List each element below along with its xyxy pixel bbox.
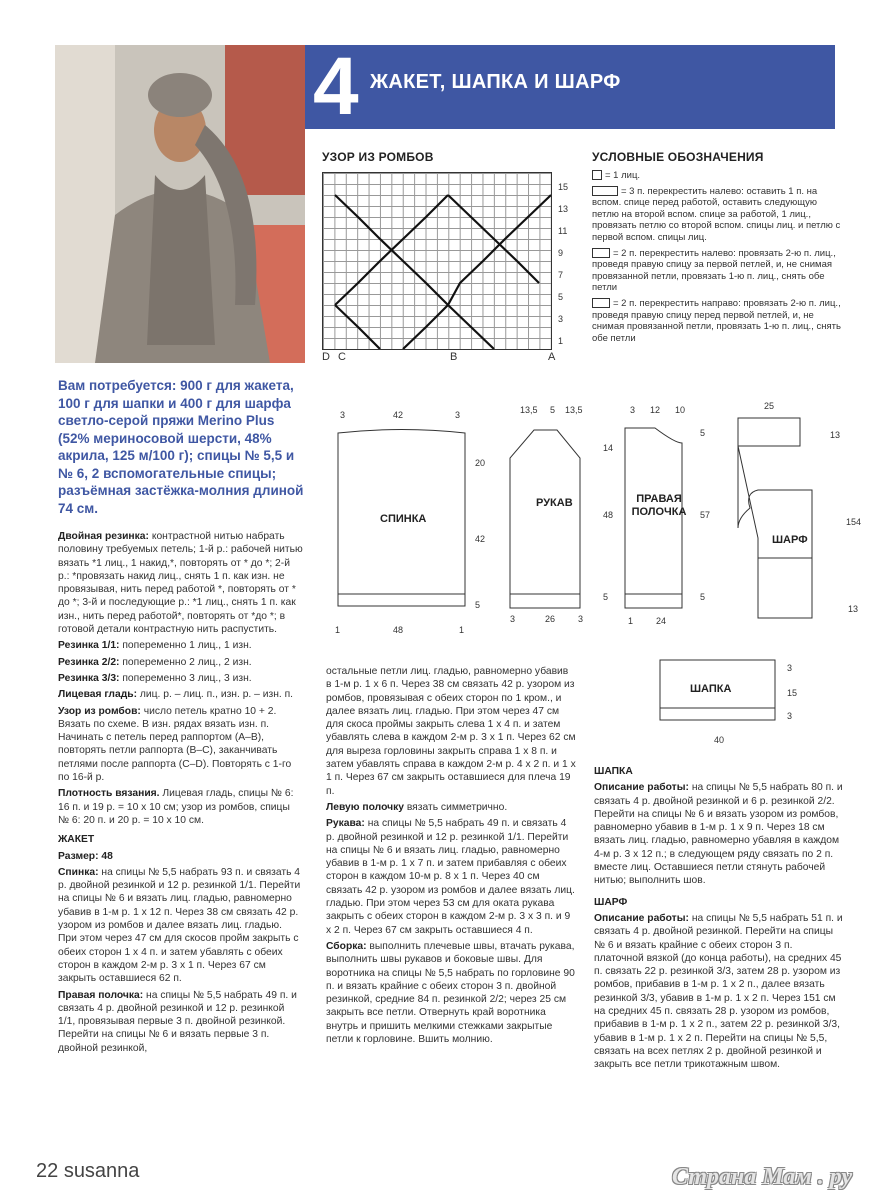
dim: 1 <box>628 616 634 626</box>
dim: 48 <box>393 625 404 635</box>
cross-3-left-symbol-icon <box>592 186 618 196</box>
dim: 10 <box>675 405 686 415</box>
dim: 5 <box>550 405 556 415</box>
cross-2-left-symbol-icon <box>592 248 610 258</box>
dim: 20 <box>475 458 486 468</box>
dim: 26 <box>545 614 556 624</box>
column-3: ШАПКА Описание работы: на спицы № 5,5 набрать 80 п. и связать 4 р. двойной резинкой и 6 р. резинкой 2/2. Перейти на спицы № 6 и вязать узором из ромбов, равномерно убавив в 1-м р. 1 х 9 п. Через 18 см вязать лиц. гладью, равномерно убавляя в каждом 4-м р. 3 х 12 п.; в следующем ряду связать по 2 п. вместе лиц. Оставшиеся петли стянуть рабочей нитью; выполнить шов. ШАРФ Описание работы: на спицы № 5,5 набрать 51 п. и связать 4 р. двойной резинкой. Перейти на спицы № 6 и вязать крайние с обеих сторон 3 п. платочной вязкой (до конца работы), на средних 45 п. связать 22 р. резинкой 3/3, затем 28 р. узором из ромбов, прибавив в 1-м р. 1 х 2 п., далее вязать резинкой 3/3, убавив в 1-м р. 1 х 2 п. Через 151 см на средних 45 п. связать 28 р. узором из ромбов, прибавив в 1-м р. 1 х 2 п., затем 22 р. резинкой 3/3, убавив в 1-м р. 1 х 2 п. Перейти на спицы № 5,5, связать на всех петлях 2 р. двойной резинкой и закрыть все петли трикотажным швом. <box>594 766 843 1071</box>
dim: 13,5 <box>565 405 583 415</box>
dim: 40 <box>714 735 725 745</box>
dim: 3 <box>787 663 793 673</box>
materials-block: Вам потребуется: 900 г для жакета, 100 г для шапки и 400 г для шарфа светло-серой пряжи Merino Plus (52% мериносовой шерсти, 48% акрила, 125 м/100 г); спицы № 5,5 и № 6, 2 вспомогательные спицы; разъёмная застёжка-молния длиной 74 см. <box>58 378 304 516</box>
chart-label-b: B <box>450 351 458 363</box>
hat-label: ШАПКА <box>690 683 732 695</box>
pattern-schematics <box>320 398 860 778</box>
chart-title: УЗОР ИЗ РОМБОВ <box>322 150 434 164</box>
row-number: 5 <box>558 292 564 302</box>
column-2: остальные петли лиц. гладью, равномерно убавив в 1-м р. 1 х 6 п. Через 38 см связать 42 р. узором из ромбов, провязывая с обеих сторон по 1 кром., и далее вязать лиц. гладью. При этом через 47 см для скоса проймы закрыть слева 1 х 4 п. и затем убавлять слева в каждом 2-м р. 3 х 1 п. Через 62 см для выреза горловины закрыть справа 1 х 8 п. и затем убавлять справа в каждом 2-м р. 4 х 2 п. и 1 х 1 п. Через 67 см закрыть оставшиеся для плеча 19 п. Левую полочку вязать симметрично. Рукава: на спицы № 5,5 набрать 49 п. и связать 4 р. двойной резинкой и 12 р. резинкой 1/1. Перейти на спицы № 6 и вязать лиц. гладью, равномерно убавив в 1-м р. 1 х 7 п. и затем прибавляя с обеих сторон в каждом 10-м р. 8 х 1 п. Через 40 см связать 42 р. узором из ромбов и далее вязать лиц. гладью. При этом через 53 см для оката рукава закрыть с обеих сторон в каждом 2-м р. 3 х 3 п. и 9 х 2 п. Через 67 см закрыть оставшиеся 4 п. Сборка: выполнить плечевые швы, втачать рукава, выполнить швы рукавов и боковые швы. Для воротника на спицы № 5,5 набрать по горловине 90 п. и вязать крайние с обеих сторон 3 п. двойной резинкой, средние 84 п. резинкой 2/2; через 25 см закрыть все петли. Отвернуть край воротника внутрь и пришить мелкими стежками закрытые петли к горловине. Вшить молнию. <box>326 666 576 1046</box>
row-number: 3 <box>558 314 564 324</box>
dim: 24 <box>656 616 667 626</box>
legend-title: УСЛОВНЫЕ ОБОЗНАЧЕНИЯ <box>592 150 764 164</box>
dim: 42 <box>393 410 404 420</box>
dim: 154 <box>846 517 862 527</box>
dim: 42 <box>475 534 486 544</box>
dim: 12 <box>650 405 661 415</box>
row-number: 1 <box>558 336 564 346</box>
legend-item: = 3 п. перекрестить налево: оставить 1 п. на вспом. спице перед работой, оставить следующую петлю на второй вспом. спице за работой, 1 лиц., провязать петлю со второй вспом. спицы лиц. и петлю с первой вспом. спицы лиц. <box>592 185 841 243</box>
dim: 3 <box>340 410 346 420</box>
knit-symbol-icon <box>592 170 602 180</box>
dim: 13 <box>848 604 859 614</box>
dim: 3 <box>787 711 793 721</box>
dim: 13,5 <box>520 405 538 415</box>
diamond-chart <box>322 172 552 350</box>
dim: 5 <box>603 592 609 602</box>
scarf-top-shape <box>738 418 800 446</box>
legend-item: = 1 лиц. <box>592 170 842 182</box>
dim: 25 <box>764 401 775 411</box>
legend-item: = 2 п. перекрестить налево: провязать 2-ю п. лиц., проведя правую спицу за первой петлей, и, не снимая провязанной петли, провязать 1-ю п. лиц., снять обе петли <box>592 247 836 294</box>
sleeve-shape <box>510 430 580 608</box>
chart-label-d: D <box>322 351 330 363</box>
scarf-body-shape <box>738 446 812 618</box>
pattern-number: 4 <box>313 41 359 132</box>
dim: 57 <box>700 510 711 520</box>
dim: 1 <box>459 625 465 635</box>
dim: 48 <box>603 510 614 520</box>
page-footer <box>36 1160 139 1183</box>
dim: 1 <box>335 625 341 635</box>
column-1: Двойная резинка: контрастной нитью набрать половину требуемых петель; 1-й р.: рабочей нитью вязать *1 лиц., 1 накид,*, повторять от * до *; 2-й р.: *провязать накид лиц., снять 1 п. как изн. не провязывая, нить перед работой *, повторять от * до *; 3-й и последующие р.: *1 лиц., снять 1 п. как изн., нить перед работой*, повторять от *до *; в готовой детали контрастную нить распустить. Резинка 1/1: попеременно 1 лиц., 1 изн. Резинка 2/2: попеременно 2 лиц., 2 изн. Резинка 3/3: попеременно 3 лиц., 3 изн. Лицевая гладь: лиц. р. – лиц. п., изн. р. – изн. п. Узор из ромбов: число петель кратно 10 + 2. Вязать по схеме. В изн. рядах вязать изн. п. Начинать с петель перед раппортом (A–B), повторять петли раппорта (B–C), заканчивать петлями после раппорта (C–D). Повторять с 1-го по 16-й р. Плотность вязания. Лицевая гладь, спицы № 6: 16 п. и 19 р. = 10 х 10 см; узор из ромбов, спицы № 6: 20 п. и 20 р. = 10 х 10 см. ЖАКЕТ Размер: 48 Спинка: на спицы № 5,5 набрать 93 п. и связать 4 р. двойной резинкой и 12 р. резинкой 1/1. Перейти на спицы № 6 и вязать лиц. гладью, равномерно убавив в 1-м р. 1 х 12 п. Через 38 см связать 42 р. узором из ромбов и далее вязать лиц. гладью. При этом через 47 см для скосов пройм закрыть с обеих сторон 1 х 4 п. и затем убавлять с обеих сторон в каждом 2-м р. 3 х 1 п. Через 67 см закрыть оставшиеся 62 п. Правая полочка: на спицы № 5,5 набрать 49 п. и связать 4 р. двойной резинкой и 12 р. резинкой 1/1, провязывая первые 3 п. двойной резинкой. Перейти на спицы № 6 и вязать первые 3 п. двойной резинкой, <box>58 531 303 1054</box>
jacket-heading: ЖАКЕТ <box>58 834 95 846</box>
dim: 13 <box>830 430 841 440</box>
page-title: ЖАКЕТ, ШАПКА И ШАРФ <box>370 71 621 93</box>
hat-heading: ШАПКА <box>594 766 633 777</box>
dim: 14 <box>603 443 614 453</box>
dim: 3 <box>578 614 584 624</box>
size: Размер: 48 <box>58 850 113 862</box>
row-number: 13 <box>558 204 569 214</box>
dim: 3 <box>455 410 461 420</box>
model-photo <box>55 45 305 363</box>
chart-label-a: A <box>548 351 556 363</box>
cross-2-right-symbol-icon <box>592 298 610 308</box>
dim: 15 <box>787 688 798 698</box>
dim: 5 <box>475 600 481 610</box>
row-number: 9 <box>558 248 564 258</box>
back-label: СПИНКА <box>380 513 427 525</box>
dim: 3 <box>510 614 516 624</box>
row-number: 7 <box>558 270 564 280</box>
watermark: Страна Мам . ру <box>672 1164 853 1190</box>
scarf-heading: ШАРФ <box>594 896 628 908</box>
row-number: 11 <box>558 226 568 236</box>
legend <box>592 170 842 348</box>
magazine-name: susanna <box>63 1160 140 1182</box>
row-number: 15 <box>558 182 569 192</box>
scarf-label: ШАРФ <box>772 534 808 546</box>
chart-label-c: C <box>338 351 346 363</box>
dim: 5 <box>700 592 706 602</box>
title-banner <box>305 41 835 132</box>
front-label: ПРАВАЯ ПОЛОЧКА <box>631 493 687 518</box>
legend-item: = 2 п. перекрестить направо: провязать 2-ю п. лиц., проведя правую спицу перед первой петлей, и, не снимая провязанной петли, провязать 1-ю п. лиц., снять обе петли <box>592 297 841 344</box>
sleeve-label: РУКАВ <box>536 497 573 509</box>
page-number: 22 <box>36 1160 59 1182</box>
dim: 3 <box>630 405 636 415</box>
dim: 5 <box>700 428 706 438</box>
